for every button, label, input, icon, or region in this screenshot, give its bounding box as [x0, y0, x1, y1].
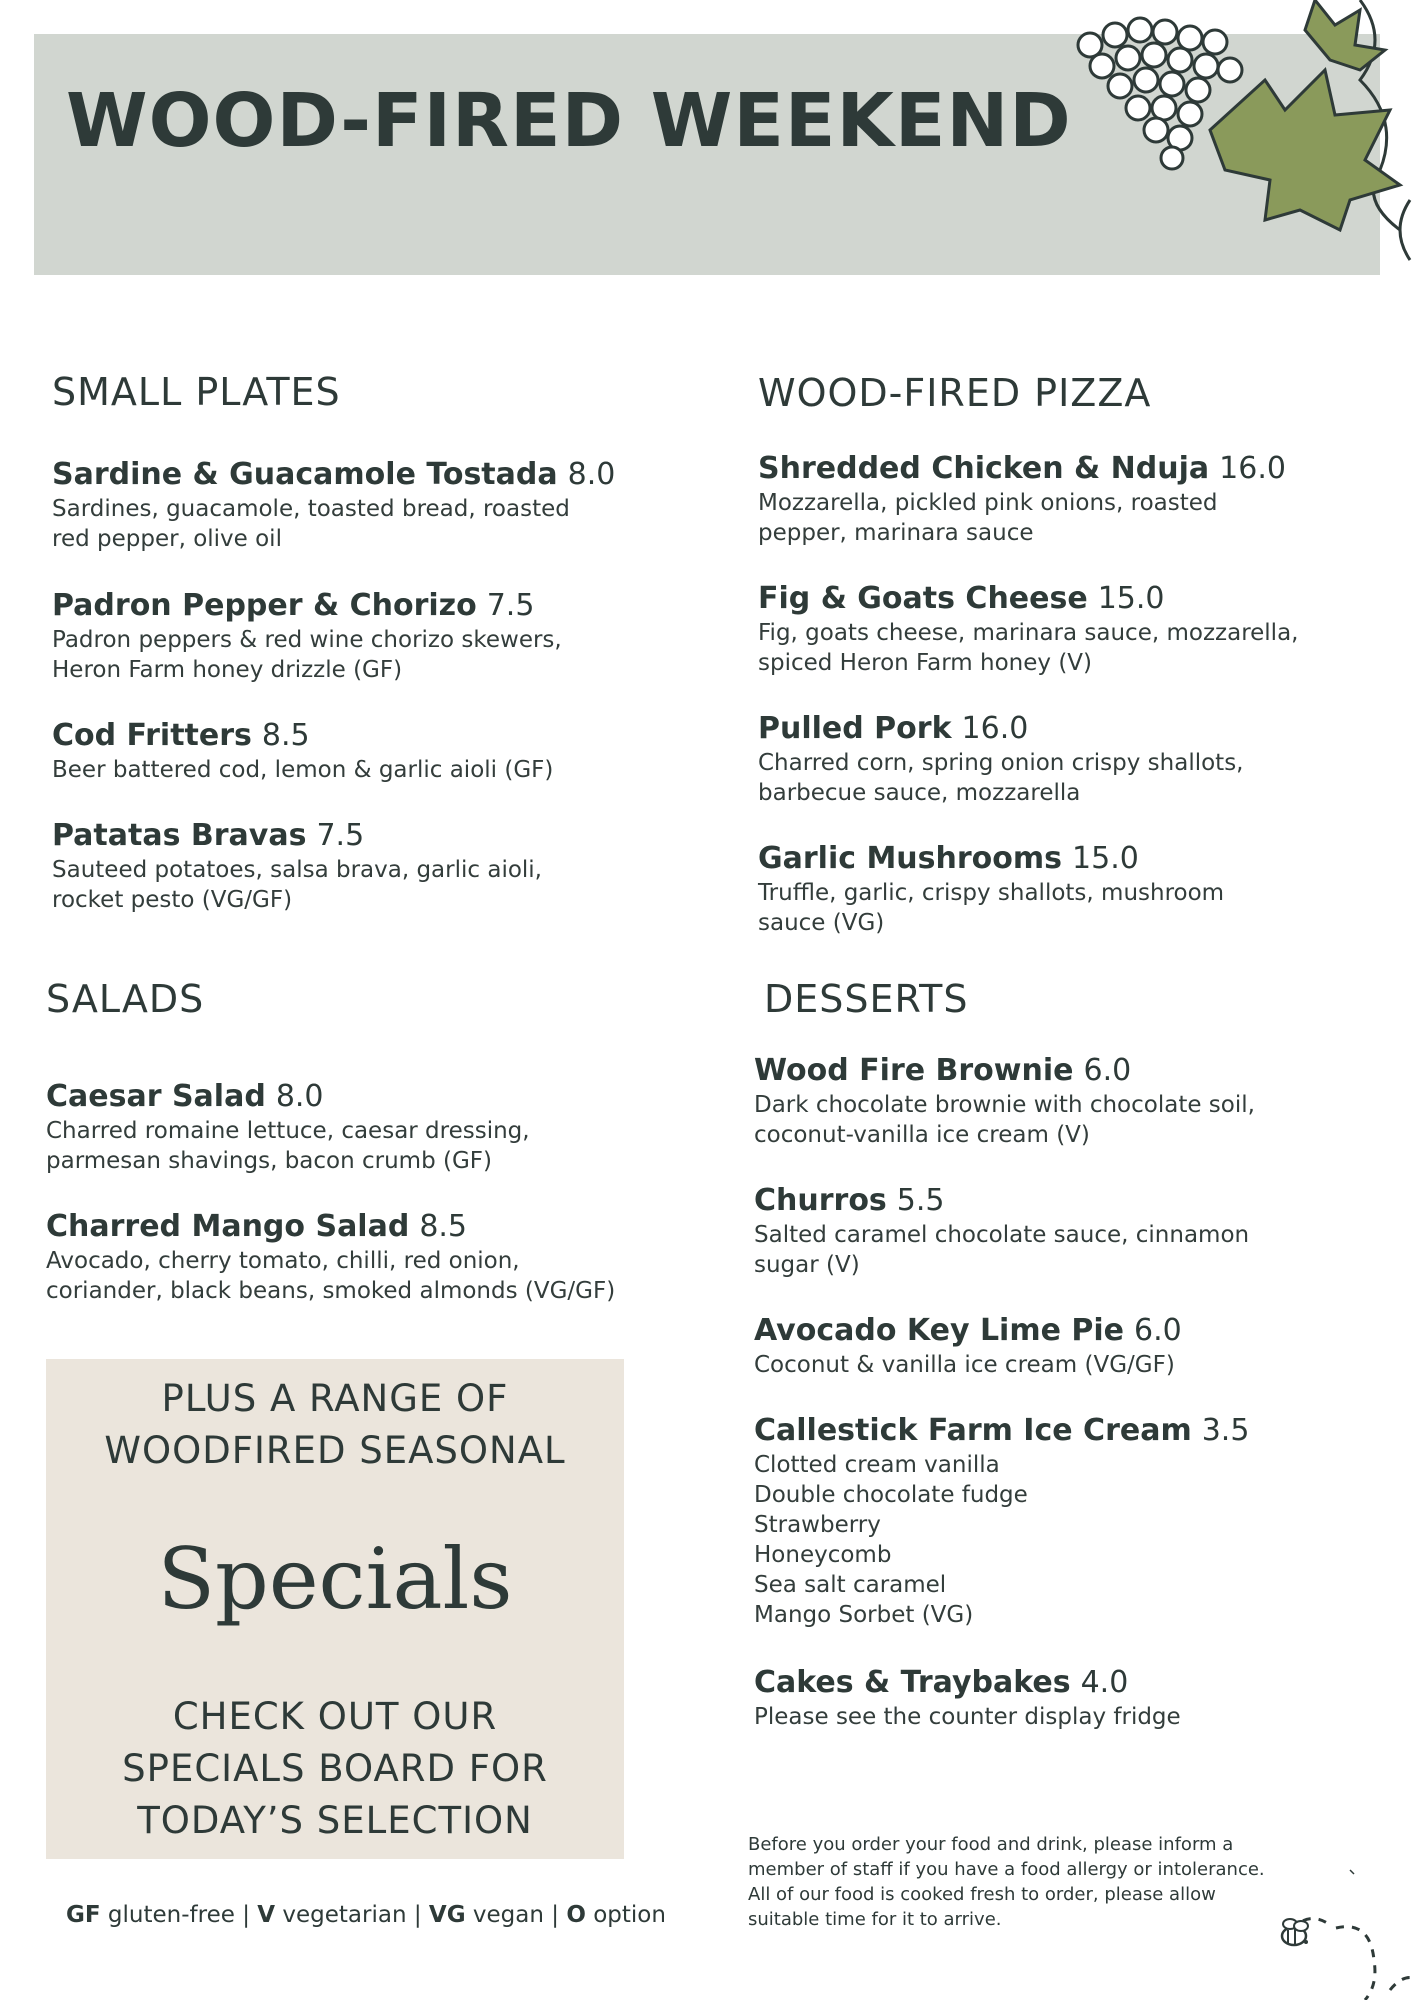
legend-code-gf: GF: [66, 1902, 101, 1928]
item-description: Coconut & vanilla ice cream (VG/GF): [754, 1352, 1175, 1378]
item-name: Sardine & Guacamole Tostada: [52, 457, 558, 492]
menu-item: [754, 1412, 1249, 1630]
item-name: Shredded Chicken & Nduja: [758, 451, 1210, 486]
item-price: 16.0: [961, 711, 1029, 746]
item-price: 8.0: [275, 1079, 324, 1114]
item-name: Cakes & Traybakes: [754, 1665, 1071, 1700]
item-description: Sardines, guacamole, toasted bread, roasted: [52, 496, 570, 522]
item-description: Strawberry: [754, 1512, 881, 1538]
section-title-desserts: DESSERTS: [764, 977, 969, 1021]
item-name: Avocado Key Lime Pie: [754, 1313, 1125, 1348]
legend-text-v: vegetarian: [282, 1902, 407, 1928]
promo-text: TODAY’S SELECTION: [137, 1799, 533, 1842]
item-name: Charred Mango Salad: [46, 1209, 410, 1244]
item-description: Please see the counter display fridge: [754, 1704, 1181, 1730]
item-name: Caesar Salad: [46, 1079, 266, 1114]
item-price: 7.5: [316, 818, 365, 853]
item-price: 3.5: [1201, 1413, 1250, 1448]
item-description: parmesan shavings, bacon crumb (GF): [46, 1148, 492, 1174]
item-description: Charred romaine lettuce, caesar dressing,: [46, 1118, 530, 1144]
grapes-icon: [1060, 0, 1414, 270]
dietary-legend: [66, 1902, 666, 1928]
legend-separator: |: [242, 1902, 250, 1928]
item-name: Callestick Farm Ice Cream: [754, 1413, 1192, 1448]
legend-text-o: option: [593, 1902, 666, 1928]
menu-item: [758, 450, 1286, 548]
item-price: 6.0: [1083, 1053, 1132, 1088]
allergy-note-line: member of staff if you have a food allergy or intolerance.: [748, 1859, 1265, 1880]
item-description: barbecue sauce, mozzarella: [758, 780, 1081, 806]
menu-item: [46, 1078, 530, 1176]
item-description: Clotted cream vanilla: [754, 1452, 1000, 1478]
item-price: 16.0: [1219, 451, 1286, 486]
item-name: Wood Fire Brownie: [754, 1053, 1074, 1088]
allergy-note-line: All of our food is cooked fresh to order, please allow: [748, 1884, 1216, 1905]
item-description: sauce (VG): [758, 910, 885, 936]
item-description: Padron peppers & red wine chorizo skewers,: [52, 627, 562, 653]
item-name: Churros: [754, 1183, 887, 1218]
specials-promo-box: [46, 1359, 624, 1859]
promo-text: WOODFIRED SEASONAL: [104, 1429, 566, 1472]
menu-item: [758, 710, 1244, 808]
legend-code-o: O: [566, 1902, 586, 1928]
item-name: Patatas Bravas: [52, 818, 307, 853]
item-description: pepper, marinara sauce: [758, 520, 1034, 546]
legend-separator: |: [413, 1902, 422, 1928]
promo-text: CHECK OUT OUR: [172, 1695, 498, 1738]
menu-item: [758, 840, 1224, 938]
item-description: Truffle, garlic, crispy shallots, mushroom: [758, 880, 1225, 906]
allergy-note-line: Before you order your food and drink, please inform a: [748, 1834, 1234, 1855]
legend-text-gf: gluten-free: [107, 1902, 235, 1928]
item-price: 6.0: [1134, 1313, 1182, 1348]
menu-item: [758, 580, 1298, 678]
item-price: 7.5: [486, 588, 535, 623]
promo-text: SPECIALS BOARD FOR: [122, 1747, 548, 1790]
promo-text: PLUS A RANGE OF: [161, 1377, 509, 1420]
section-title-salads: SALADS: [46, 977, 205, 1021]
item-name: Cod Fritters: [52, 718, 252, 753]
item-price: 4.0: [1080, 1665, 1129, 1700]
item-price: 8.5: [261, 718, 310, 753]
item-description: sugar (V): [754, 1252, 860, 1278]
item-description: Fig, goats cheese, marinara sauce, mozzarella,: [758, 620, 1299, 646]
item-description: coriander, black beans, smoked almonds (VG/GF): [46, 1278, 616, 1304]
item-description: Honeycomb: [754, 1542, 892, 1568]
menu-item: [754, 1312, 1182, 1380]
menu-item: [52, 717, 553, 785]
legend-code-vg: VG: [428, 1902, 466, 1928]
item-description: spiced Heron Farm honey (V): [758, 650, 1092, 676]
item-price: 8.5: [419, 1209, 468, 1244]
menu-item: [52, 456, 615, 554]
page-title: WOOD-FIRED WEEKEND: [66, 78, 1072, 164]
item-description: rocket pesto (VG/GF): [52, 887, 293, 913]
menu-item: [52, 587, 562, 685]
legend-separator: |: [551, 1902, 560, 1928]
item-name: Fig & Goats Cheese: [758, 581, 1088, 616]
menu-item: [754, 1664, 1181, 1732]
item-description: Charred corn, spring onion crispy shallots,: [758, 750, 1244, 776]
item-description: Salted caramel chocolate sauce, cinnamon: [754, 1222, 1250, 1248]
item-price: 15.0: [1072, 841, 1139, 876]
item-description: Beer battered cod, lemon & garlic aioli (GF): [52, 757, 554, 783]
item-name: Pulled Pork: [758, 711, 952, 746]
item-price: 15.0: [1097, 581, 1165, 616]
menu-item: [754, 1052, 1255, 1150]
item-description: Double chocolate fudge: [754, 1482, 1028, 1508]
item-description: Heron Farm honey drizzle (GF): [52, 657, 403, 683]
item-description: Sea salt caramel: [754, 1572, 947, 1598]
item-description: Avocado, cherry tomato, chilli, red onion,: [46, 1248, 520, 1274]
item-description: Mango Sorbet (VG): [754, 1602, 974, 1628]
bee-icon: [1270, 1850, 1414, 2000]
allergy-note: [748, 1832, 1265, 1932]
allergy-note-line: suitable time for it to arrive.: [748, 1909, 1002, 1930]
item-price: 5.5: [896, 1183, 945, 1218]
item-description: Mozzarella, pickled pink onions, roasted: [758, 490, 1218, 516]
item-description: Dark chocolate brownie with chocolate soil,: [754, 1092, 1255, 1118]
menu-item: [754, 1182, 1249, 1280]
item-name: Garlic Mushrooms: [758, 841, 1063, 876]
item-description: red pepper, olive oil: [52, 526, 282, 552]
menu-item: [46, 1208, 615, 1306]
item-name: Padron Pepper & Chorizo: [52, 588, 477, 623]
legend-code-v: V: [257, 1902, 276, 1928]
item-description: coconut-vanilla ice cream (V): [754, 1122, 1090, 1148]
legend-text-vg: vegan: [472, 1902, 544, 1928]
item-description: Sauteed potatoes, salsa brava, garlic aioli,: [52, 857, 542, 883]
item-price: 8.0: [567, 457, 616, 492]
promo-heading: Specials: [157, 1530, 513, 1628]
menu-item: [52, 817, 542, 915]
section-title-pizza: WOOD-FIRED PIZZA: [758, 371, 1152, 415]
section-title-small-plates: SMALL PLATES: [52, 370, 341, 414]
